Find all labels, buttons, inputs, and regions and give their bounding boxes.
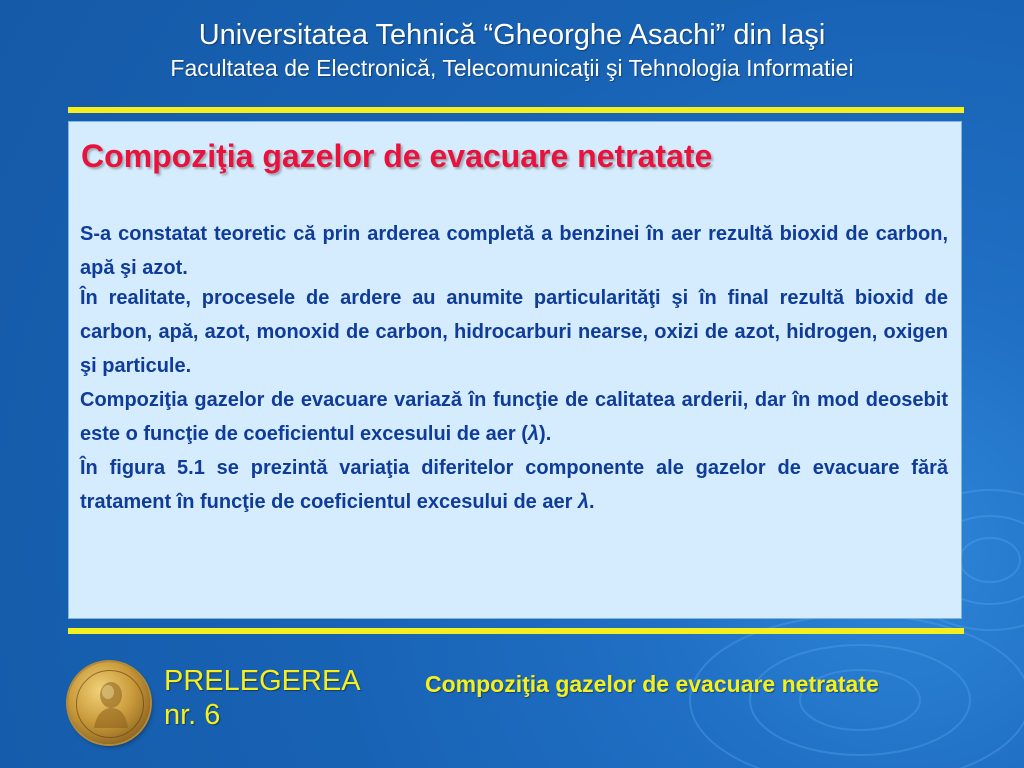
bottom-divider — [68, 628, 964, 634]
lambda-symbol: λ — [527, 423, 540, 445]
paragraph-figure-ref — [80, 451, 948, 519]
faculty-name: Facultatea de Electronică, Telecomunicaţii şi Tehnologia Informatiei — [170, 55, 854, 81]
paragraph-composition — [80, 383, 948, 451]
paragraph-composition-text: Compoziţia gazelor de evacuare variază în funcţie de calitatea arderii, dar în mod deosebit este o funcţie de coeficientul excesului de aer ( — [80, 389, 948, 445]
lecture-number: nr. 6 — [164, 699, 221, 731]
paragraph-composition-end: ). — [539, 423, 552, 445]
slide-body — [80, 217, 948, 519]
paragraph-reality: În realitate, procesele de ardere au anumite particularităţi şi în final rezultă bioxid de carbon, apă, azot, monoxid de carbon, hidrocarburi nearse, oxizi de azot, hidrogen, oxigen şi particule. — [80, 287, 948, 377]
university-name: Universitatea Tehnică “Gheorghe Asachi” din Iaşi — [198, 19, 826, 51]
lecture-label — [164, 664, 361, 732]
paragraph-figure-ref-text: În figura 5.1 se prezintă variaţia diferitelor componente ale gazelor de evacuare fără tratament în funcţie de coeficientul excesului de aer — [80, 457, 948, 513]
medal-icon — [68, 662, 150, 744]
paragraph-theory: S-a constatat teoretic că prin arderea completă a benzinei în aer rezultă bioxid de carbon, apă şi azot. — [80, 223, 948, 279]
paragraph-figure-ref-end: . — [589, 491, 595, 513]
slide-title: Compoziţia gazelor de evacuare netratate — [81, 138, 713, 174]
lambda-symbol: λ — [577, 491, 590, 513]
top-divider — [68, 107, 964, 113]
slide-header — [0, 18, 1024, 82]
lecture-title: PRELEGEREA — [164, 665, 361, 697]
footer-topic: Compoziţia gazelor de evacuare netratate — [425, 671, 879, 697]
